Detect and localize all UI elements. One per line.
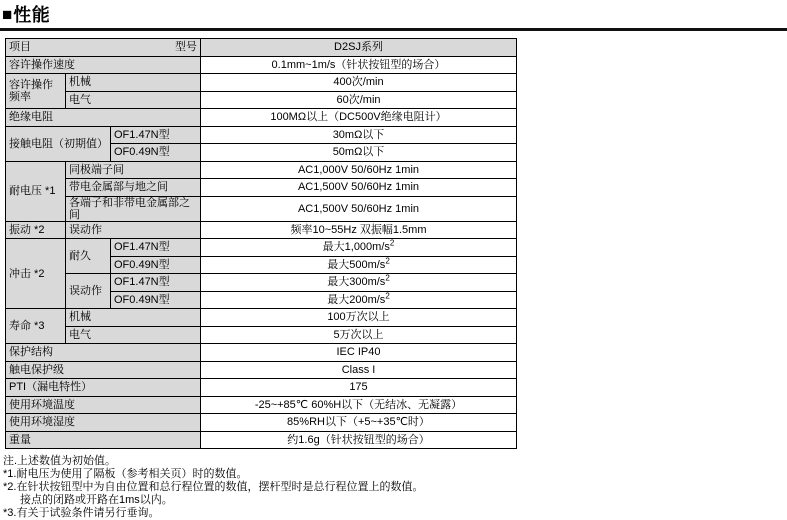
item-cell: 同极端子间 <box>66 161 201 179</box>
item-cell: 耐电压 *1 <box>6 161 66 221</box>
item-cell: 带电金属部与地之间 <box>66 179 201 197</box>
value-cell: 最大$1,000m/s^2$ <box>201 239 517 257</box>
value-cell: 50mΩ以下 <box>201 144 517 162</box>
table-row <box>6 179 517 197</box>
value-cell: 频率10~55Hz 双振幅1.5mm <box>201 221 517 239</box>
note-line: *1.耐电压为使用了隔板（参考相关页）时的数值。 <box>3 468 248 480</box>
note-line: *2.在针状按钮型中为自由位置和总行程位置的数值，摆杆型时是总行程位置上的数值。 <box>3 481 424 493</box>
value-cell: AC1,500V 50/60Hz 1min <box>201 179 517 197</box>
item-cell: OF1.47N型 <box>111 274 201 292</box>
item-cell: 机械 <box>66 309 201 327</box>
value-cell: 100MΩ以上（DC500V绝缘电阻计） <box>201 109 517 127</box>
table-row <box>6 309 517 327</box>
item-cell: 机械 <box>66 74 201 92</box>
item-cell: 使用环境温度 <box>6 396 201 414</box>
value-cell: AC1,000V 50/60Hz 1min <box>201 161 517 179</box>
spec-table <box>5 38 517 449</box>
spec-table-body <box>6 39 517 449</box>
table-row <box>6 221 517 239</box>
item-cell: 触电保护级 <box>6 361 201 379</box>
table-row <box>6 431 517 449</box>
header-cell <box>6 39 201 57</box>
table-row <box>6 326 517 344</box>
item-cell: 各端子和非带电金属部之间 <box>66 196 201 221</box>
item-cell: 保护结构 <box>6 344 201 362</box>
header-cell: D2SJ系列 <box>201 39 517 57</box>
section-header <box>0 3 787 25</box>
table-row <box>6 379 517 397</box>
table-row <box>6 196 517 221</box>
note-line: *3.有关于试验条件请另行垂询。 <box>3 507 160 519</box>
value-cell: Class I <box>201 361 517 379</box>
item-cell: 误动作 <box>66 221 201 239</box>
item-cell: 容许操作频率 <box>6 74 66 109</box>
title-rule <box>0 28 787 31</box>
item-cell: 振动 *2 <box>6 221 66 239</box>
value-cell: 30mΩ以下 <box>201 126 517 144</box>
item-cell: 误动作 <box>66 274 111 309</box>
item-cell: OF1.47N型 <box>111 126 201 144</box>
value-cell: IEC IP40 <box>201 344 517 362</box>
table-row <box>6 414 517 432</box>
table-row <box>6 56 517 74</box>
note-line: 接点的闭路或开路在1ms以内。 <box>20 494 173 506</box>
item-cell: 重量 <box>6 431 201 449</box>
table-row <box>6 74 517 92</box>
page-title: 性能 <box>13 5 51 25</box>
item-cell: 耐久 <box>66 239 111 274</box>
item-cell: OF0.49N型 <box>111 144 201 162</box>
value-cell: 175 <box>201 379 517 397</box>
table-row <box>6 239 517 257</box>
value-cell: 最大$500m/s^2$ <box>201 256 517 274</box>
item-cell: 容许操作速度 <box>6 56 201 74</box>
item-cell: 寿命 *3 <box>6 309 66 344</box>
item-cell: 使用环境湿度 <box>6 414 201 432</box>
item-cell: OF0.49N型 <box>111 291 201 309</box>
section-marker-icon: ■ <box>2 4 13 24</box>
header-row <box>6 39 517 57</box>
table-row <box>6 344 517 362</box>
item-cell: 绝缘电阻 <box>6 109 201 127</box>
table-row <box>6 274 517 292</box>
table-row <box>6 91 517 109</box>
value-cell: 85%RH以下（+5~+35℃时） <box>201 414 517 432</box>
item-cell: 电气 <box>66 326 201 344</box>
table-row <box>6 109 517 127</box>
table-row <box>6 361 517 379</box>
value-cell: 0.1mm~1m/s（针状按钮型的场合） <box>201 56 517 74</box>
value-cell: 5万次以上 <box>201 326 517 344</box>
item-cell: OF0.49N型 <box>111 256 201 274</box>
value-cell: AC1,500V 50/60Hz 1min <box>201 196 517 221</box>
value-cell: -25~+85℃ 60%H以下（无结冰、无凝露） <box>201 396 517 414</box>
item-cell: 接触电阻（初期值） <box>6 126 111 161</box>
value-cell: 约1.6g（针状按钮型的场合） <box>201 431 517 449</box>
item-cell: OF1.47N型 <box>111 239 201 257</box>
value-cell: 100万次以上 <box>201 309 517 327</box>
value-cell: 最大$300m/s^2$ <box>201 274 517 292</box>
item-cell: PTI（漏电特性） <box>6 379 201 397</box>
item-cell: 冲击 *2 <box>6 239 66 309</box>
table-row <box>6 396 517 414</box>
notes <box>3 455 787 520</box>
table-row <box>6 126 517 144</box>
model-header-label: 型号 <box>175 41 197 54</box>
item-header-label: 项目 <box>9 41 31 54</box>
value-cell: 400次/min <box>201 74 517 92</box>
value-cell: 60次/min <box>201 91 517 109</box>
note-line: 注.上述数值为初始值。 <box>3 455 117 467</box>
table-row <box>6 161 517 179</box>
value-cell: 最大$200m/s^2$ <box>201 291 517 309</box>
item-cell: 电气 <box>66 91 201 109</box>
